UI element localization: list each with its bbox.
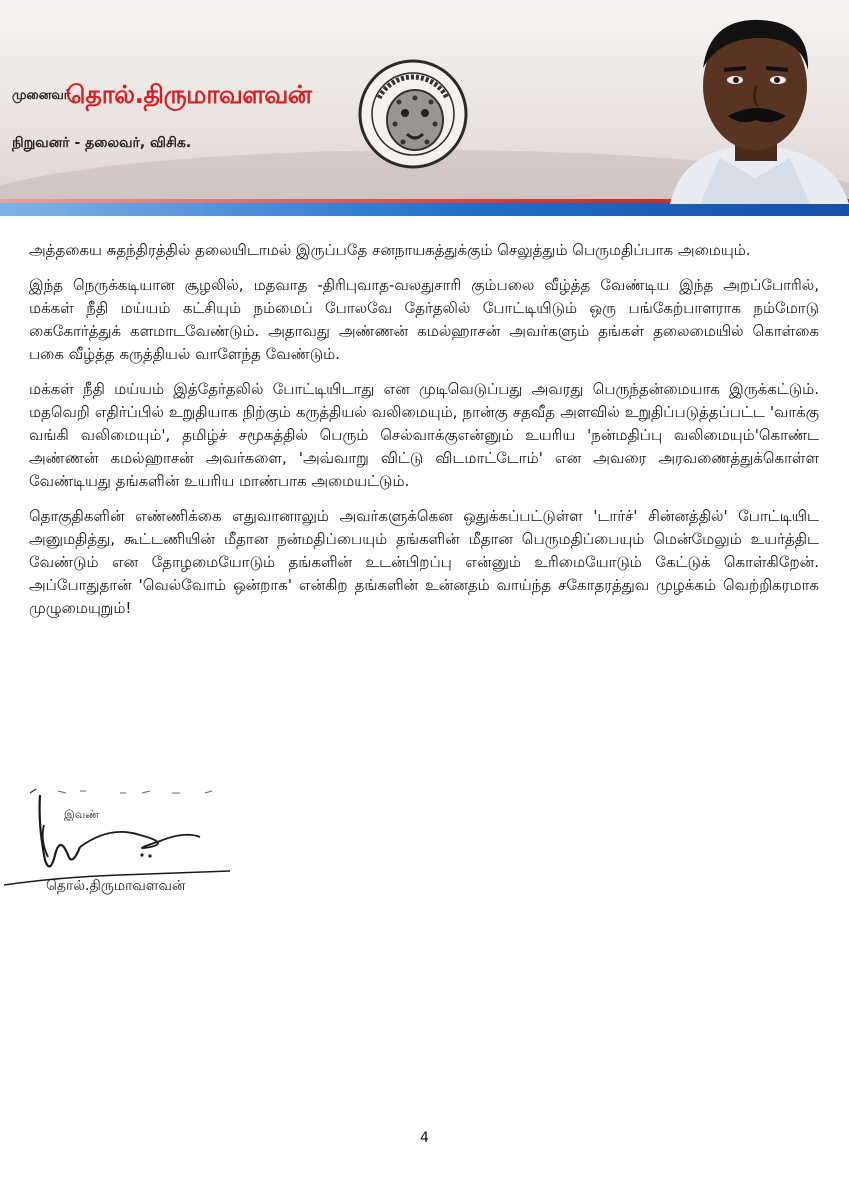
party-emblem-logo xyxy=(357,58,469,170)
letterhead-banner xyxy=(0,0,849,216)
leader-name: தொல்.திருமாவளவன் xyxy=(66,80,312,109)
page-number: 4 xyxy=(420,1130,429,1146)
title-prefix: முனைவர் xyxy=(12,88,71,103)
signatory-name: தொல்.திருமாவளவன் xyxy=(46,878,186,894)
paragraph: மக்கள் நீதி மய்யம் இத்தேர்தலில் போட்டியிடாது என முடிவெடுப்பது அவரது பெருந்தன்மையாக இருக்கட்டும். மதவெறி எதிர்ப்பில் உறுதியாக நிற்கும் கருத்தியல் வலிமையும், நான்கு சதவீத அளவில் உறுதிப்படுத்தப்பட்ட 'வாக்கு வங்கி வலிமையும்', தமிழ்ச் சமூகத்தில் பெரும் செல்வாக்குஎன்னும் உயரிய 'நன்மதிப்பு வலிமையும்'கொண்ட அண்ணன் கமல்ஹாசன் அவர்களை, 'அவ்வாறு விட்டு விடமாட்டோம்' என அவரை அரவணைத்துக்கொள்ள வேண்டியது தங்களின் உயரிய மாண்பாக அமையட்டும். xyxy=(29,380,819,490)
paragraph: இந்த நெருக்கடியான சூழலில், மதவாத -திரிபுவாத-வலதுசாரி கும்பலை வீழ்த்த வேண்டிய இந்த அறப்போரில், மக்கள் நீதி மய்யம் கட்சியும் நம்மைப் போலவே தேர்தலில் போட்டியிடும் ஒரு பங்கேற்பாளராக நம்மோடு கைகோர்த்துக் களமாடவேண்டும். அதாவது அண்ணன் கமல்ஹாசன் அவர்களும் தங்கள் தலைமையில் கொள்கை பகை வீழ்த்த கருத்தியல் வாளேந்த வேண்டும். xyxy=(29,276,819,363)
paragraph: அத்தகைய சுதந்திரத்தில் தலையிடாமல் இருப்பதே சனநாயகத்துக்கும் செலுத்தும் பெருமதிப்பாக அமையும். xyxy=(29,241,751,259)
signature-label: இவண் xyxy=(64,808,100,821)
letter-body xyxy=(29,239,819,632)
paragraph: தொகுதிகளின் எண்ணிக்கை எதுவானாலும் அவர்களுக்கென ஒதுக்கப்பட்டுள்ள 'டார்ச்' சின்னத்தில்' போட்டியிட அனுமதித்து, கூட்டணியின் மீதான நன்மதிப்பையும் தங்களின் மீதான பெருமதிப்பையும் மென்மேலும் உயர்த்திட வேண்டும் என தோழமையோடும் தங்களின் உடன்பிறப்பு என்னும் உரிமையோடும் கேட்டுக் கொள்கிறேன். அப்போதுதான் 'வெல்வோம் ஒன்றாக' என்கிற தங்களின் உன்னதம் வாய்ந்த சகோதரத்துவ முழக்கம் வெற்றிகரமாக முழுமையுறும்! xyxy=(29,507,819,617)
leader-portrait-photo xyxy=(660,8,849,204)
leader-role: நிறுவனர் - தலைவர், விசிக. xyxy=(12,135,192,151)
banner-blue-stripe xyxy=(0,203,849,216)
